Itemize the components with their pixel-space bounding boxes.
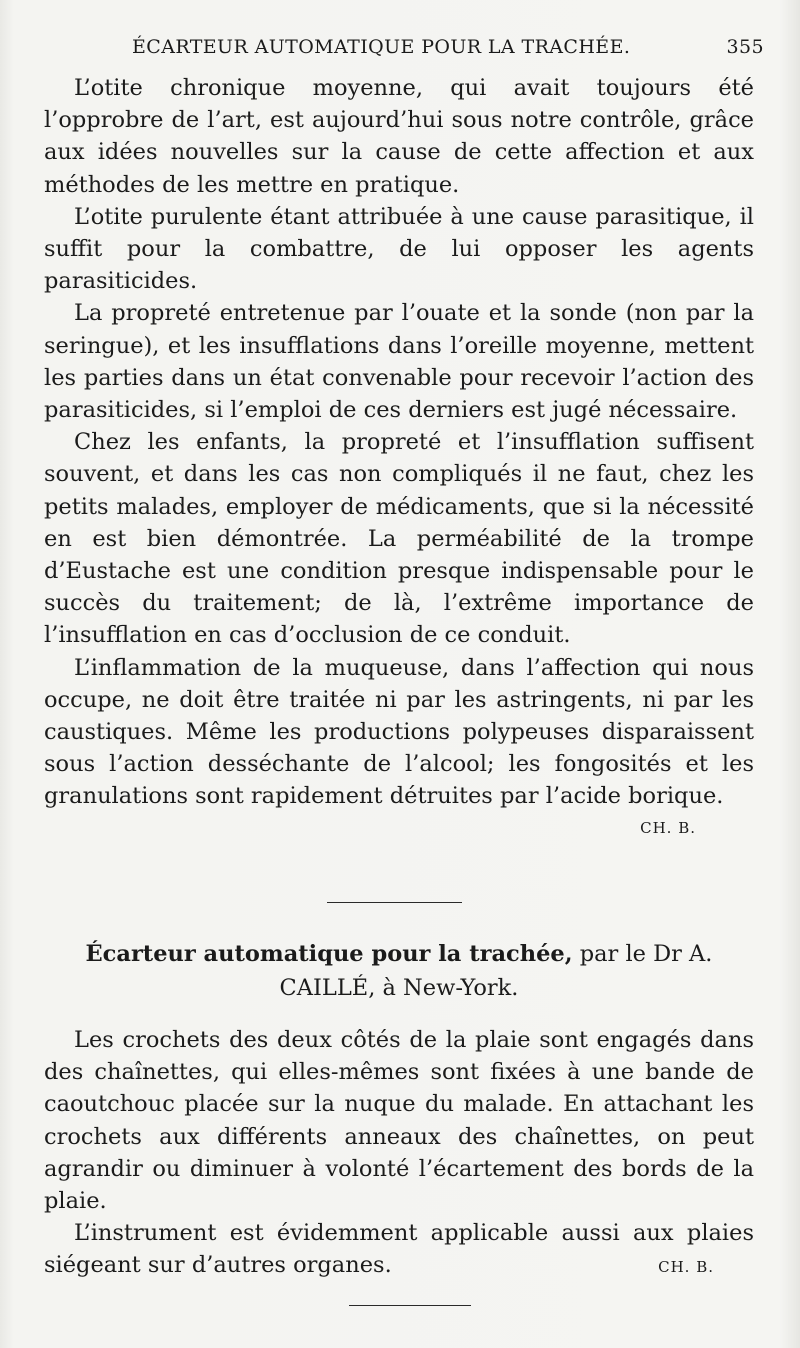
paragraph: La propreté entretenue par l’ouate et la sonde (non par la seringue), et les insufflations dans l’oreille moyenne, mettent les parties dans un état convenable pour recevoir l’action des parasiticides, si l’emploi de ces derniers est jugé nécessaire. — [44, 300, 754, 424]
paragraph: L’otite purulente étant attribuée à une cause parasitique, il suffit pour la combattre, de lui opposer les agents parasiticides. — [44, 203, 754, 295]
article-title: Écarteur automatique pour la trachée, — [85, 941, 573, 967]
article-author: CAILLÉ, à New-York. — [279, 975, 519, 1001]
paragraph-text: L’instrument est évidemment applicable aussi aux plaies siégeant sur d’autres organes. — [44, 1220, 754, 1279]
paragraph: Les crochets des deux côtés de la plaie sont engagés dans des chaînettes, qui elles-mêmes sont fixées à une bande de caoutchouc placée sur la nuque du malade. En attachant les crochets aux différents anneaux des chaînettes, on peut agrandir ou diminuer à volonté l’écartement des bords de la plaie. — [44, 1027, 754, 1215]
paragraph: L’inflammation de la muqueuse, dans l’affection qui nous occupe, ne doit être traitée ni par les astringents, ni par les caustiques. Même les productions polypeuses disparaissent sous l’action desséchante de l’alcool; les fongosités et les granulations sont rapidement détruites par l’acide borique. — [44, 654, 754, 810]
running-title: ÉCARTEUR AUTOMATIQUE POUR LA TRACHÉE. — [132, 36, 631, 58]
paragraph: Chez les enfants, la propreté et l’insufflation suffisent souvent, et dans les cas non compliqués il ne faut, chez les petits malades, employer de médicaments, que si la nécessité en est bien démontrée. La perméabilité de la trompe d’Eustache est une condition presque indispensable pour le succès du traitement; de là, l’extrême importance de l’insufflation en cas d’occlusion de ce conduit. — [44, 429, 754, 649]
author-initials: CH. B. — [640, 818, 696, 837]
paragraph — [44, 1217, 754, 1281]
article-heading — [44, 938, 754, 970]
running-head — [44, 36, 764, 60]
section-divider — [327, 902, 462, 903]
end-divider — [349, 1305, 471, 1306]
article-body — [44, 1024, 754, 1284]
previous-article-conclusion — [44, 72, 754, 845]
article-byline: par le Dr A. — [579, 941, 713, 967]
page-number: 355 — [726, 36, 764, 58]
author-initials: CH. B. — [658, 1258, 714, 1277]
paragraph: L’otite chronique moyenne, qui avait toujours été l’opprobre de l’art, est aujourd’hui sous notre contrôle, grâce aux idées nouvelles sur la cause de cette affection et aux méthodes de les mettre en pratique. — [44, 75, 754, 198]
